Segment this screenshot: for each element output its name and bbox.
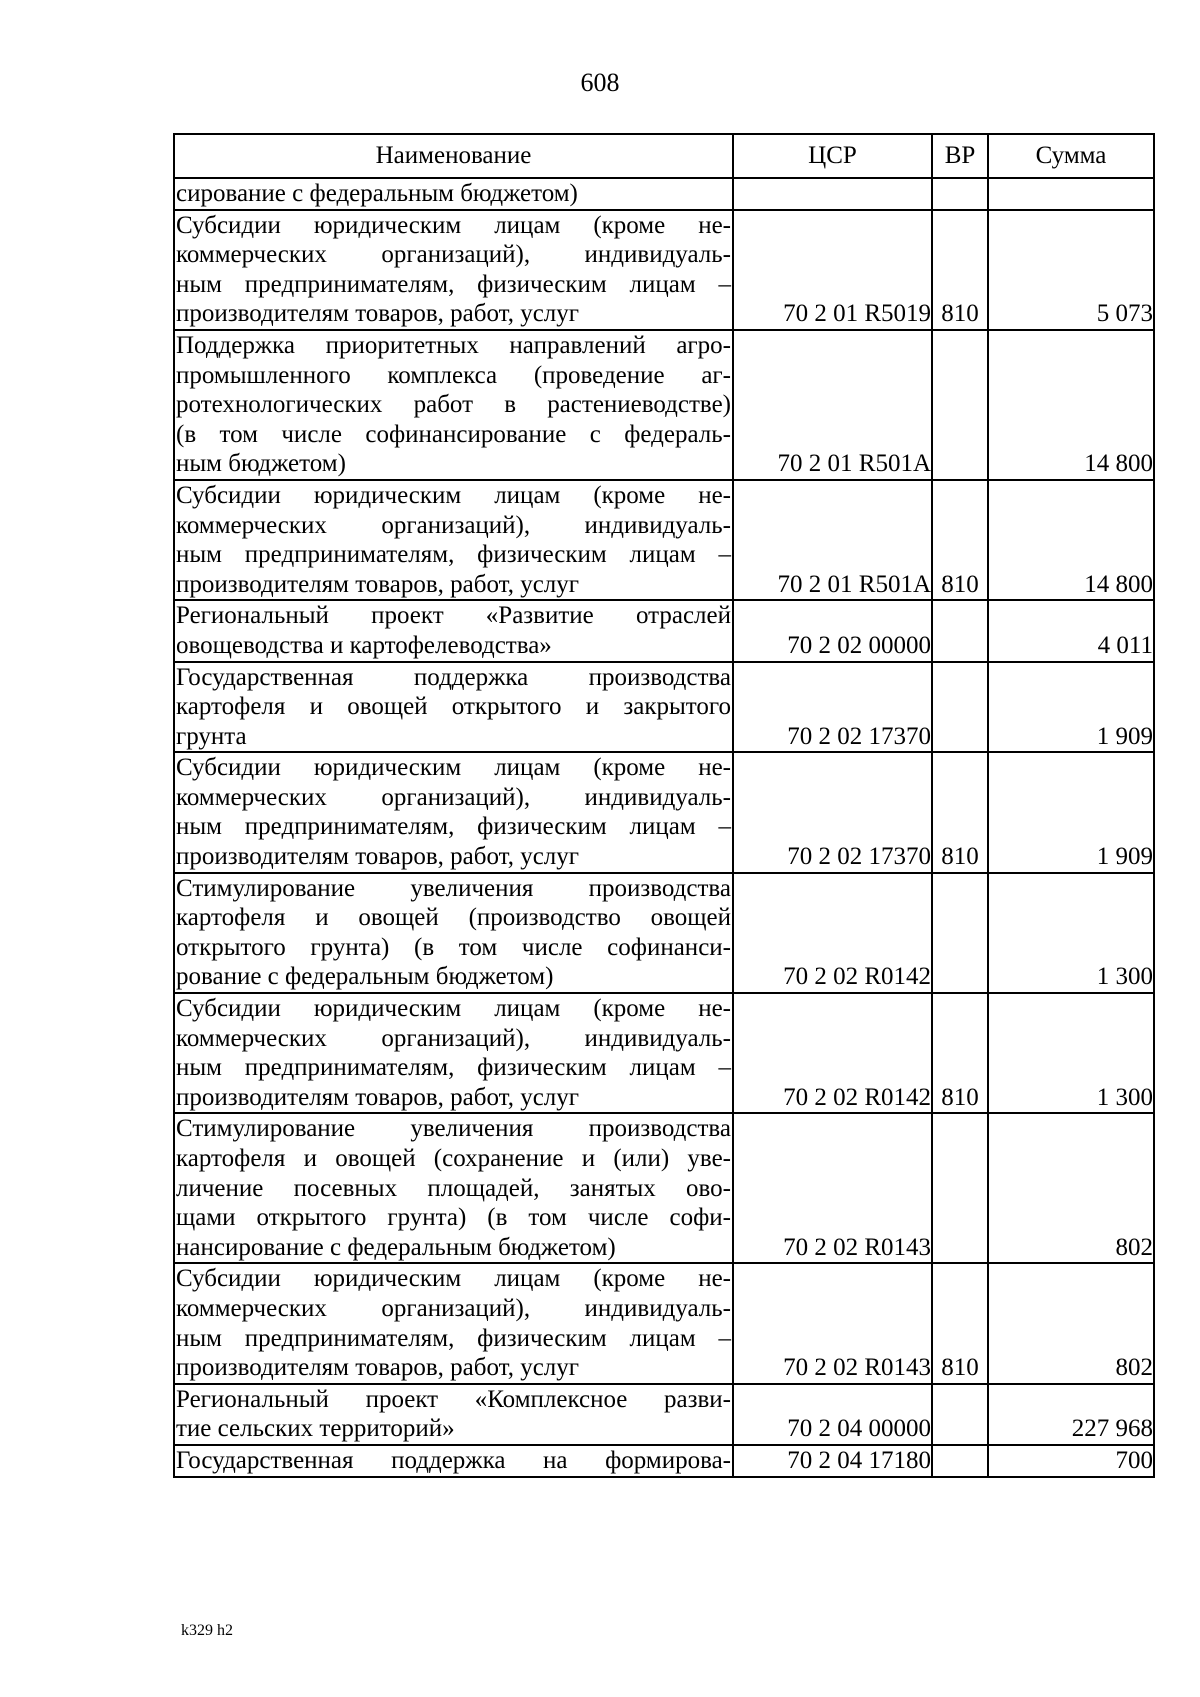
header-sum: Сумма [988,134,1154,178]
row-name-line: Субсидии юридическим лицам (кроме не- [176,995,731,1023]
row-name-cell [174,480,733,600]
row-name-line: коммерческих организаций), индивидуаль- [176,511,731,539]
row-sum-cell: 1 909 [988,662,1154,753]
table-row [174,1384,1154,1445]
row-csr-cell [733,178,932,210]
row-csr-cell: 70 2 02 R0142 [733,993,932,1113]
row-name-line: ротехнологических работ в растениеводстве) [176,391,731,419]
table-row [174,1263,1154,1383]
row-name-line: Государственная поддержка на формирова- [176,1446,731,1474]
row-name-line: коммерческих организаций), индивидуаль- [176,241,731,269]
row-name-line: производителям товаров, работ, услуг [176,1354,580,1382]
row-name-line: нансирование с федеральным бюджетом) [176,1233,616,1261]
row-name-cell [174,210,733,330]
row-name-line: ным предпринимателям, физическим лицам – [176,1324,731,1352]
row-name-line: производителям товаров, работ, услуг [176,1083,580,1111]
budget-table [173,133,1155,1478]
table-row [174,1113,1154,1263]
row-name-cell [174,1113,733,1263]
row-name-line: производителям товаров, работ, услуг [176,843,580,871]
row-name-line: коммерческих организаций), индивидуаль- [176,1294,731,1322]
row-csr-cell: 70 2 02 R0143 [733,1263,932,1383]
row-name-line: тие сельских территорий» [176,1415,455,1443]
row-name-line: Субсидии юридическим лицам (кроме не- [176,1265,731,1293]
row-name-cell [174,600,733,661]
row-name-cell [174,752,733,872]
row-csr-cell: 70 2 01 R501A [733,330,932,480]
row-name-line: Государственная поддержка производства [176,663,731,691]
row-sum-cell: 14 800 [988,480,1154,600]
row-sum-cell: 1 300 [988,993,1154,1113]
row-vr-cell [932,662,988,753]
row-name-line: грунта [176,722,247,750]
row-name-line: открытого грунта) (в том числе софинанси- [176,933,731,961]
row-csr-cell: 70 2 02 17370 [733,662,932,753]
table-row [174,662,1154,753]
table-row [174,178,1154,210]
row-vr-cell: 810 [932,1263,988,1383]
row-name-line: личение посевных площадей, занятых ово- [176,1174,731,1202]
row-name-line: Субсидии юридическим лицам (кроме не- [176,481,731,509]
row-name-line: производителям товаров, работ, услуг [176,570,580,598]
row-sum-cell: 14 800 [988,330,1154,480]
table-row [174,480,1154,600]
row-name-line: коммерческих организаций), индивидуаль- [176,1024,731,1052]
row-csr-cell: 70 2 02 R0142 [733,873,932,993]
table-row [174,210,1154,330]
row-name-line: ным предпринимателям, физическим лицам – [176,541,731,569]
row-name-cell [174,873,733,993]
row-name-line: ным предпринимателям, физическим лицам – [176,813,731,841]
row-name-cell [174,1445,733,1477]
row-name-line: ным предпринимателям, физическим лицам – [176,270,731,298]
row-name-cell [174,330,733,480]
header-name: Наименование [174,134,733,178]
header-vr: ВР [932,134,988,178]
row-csr-cell: 70 2 01 R5019 [733,210,932,330]
row-sum-cell: 1 300 [988,873,1154,993]
row-vr-cell [932,873,988,993]
row-name-cell [174,178,733,210]
row-name-line: Региональный проект «Комплексное разви- [176,1385,731,1413]
row-name-cell [174,1263,733,1383]
row-sum-cell: 700 [988,1445,1154,1477]
row-name-line: ным бюджетом) [176,450,346,478]
table-row [174,600,1154,661]
row-vr-cell [932,1384,988,1445]
row-name-line: картофеля и овощей (производство овощей [176,904,731,932]
row-vr-cell [932,1113,988,1263]
row-name-line: щами открытого грунта) (в том числе софи- [176,1204,731,1232]
row-name-line: промышленного комплекса (проведение аг- [176,361,731,389]
row-name-line: производителям товаров, работ, услуг [176,300,580,328]
table-row [174,752,1154,872]
table-body [174,178,1154,1477]
row-vr-cell: 810 [932,480,988,600]
table-row [174,873,1154,993]
row-sum-cell [988,178,1154,210]
row-sum-cell: 802 [988,1263,1154,1383]
row-vr-cell: 810 [932,993,988,1113]
row-name-line: Региональный проект «Развитие отраслей [176,602,731,630]
table-row [174,1445,1154,1477]
row-sum-cell: 4 011 [988,600,1154,661]
row-name-line: Поддержка приоритетных направлений агро- [176,331,731,359]
row-name-cell [174,662,733,753]
row-csr-cell: 70 2 04 00000 [733,1384,932,1445]
row-name-line: овощеводства и картофелеводства» [176,631,552,659]
row-name-line: картофеля и овощей открытого и закрытого [176,693,731,721]
row-csr-cell: 70 2 04 17180 [733,1445,932,1477]
row-name-cell [174,993,733,1113]
page-number: 608 [580,68,620,97]
table-header-row [174,134,1154,178]
row-csr-cell: 70 2 02 R0143 [733,1113,932,1263]
row-sum-cell: 1 909 [988,752,1154,872]
row-vr-cell [932,600,988,661]
header-csr: ЦСР [733,134,932,178]
row-name-line: сирование с федеральным бюджетом) [176,180,578,207]
row-name-cell [174,1384,733,1445]
row-name-line: ным предпринимателям, физическим лицам – [176,1054,731,1082]
row-sum-cell: 5 073 [988,210,1154,330]
row-vr-cell: 810 [932,752,988,872]
row-sum-cell: 802 [988,1113,1154,1263]
row-name-line: (в том числе софинансирование с федераль- [176,420,731,448]
row-csr-cell: 70 2 02 00000 [733,600,932,661]
row-sum-cell: 227 968 [988,1384,1154,1445]
row-name-line: картофеля и овощей (сохранение и (или) уве- [176,1145,731,1172]
row-name-line: рование с федеральным бюджетом) [176,963,554,991]
row-name-line: Субсидии юридическим лицам (кроме не- [176,754,731,782]
row-csr-cell: 70 2 01 R501A [733,480,932,600]
row-name-line: коммерческих организаций), индивидуаль- [176,783,731,811]
footer-code: k329 h2 [181,1622,233,1639]
table-row [174,330,1154,480]
row-name-line: Стимулирование увеличения производства [176,874,731,902]
row-csr-cell: 70 2 02 17370 [733,752,932,872]
row-name-line: Субсидии юридическим лицам (кроме не- [176,211,731,239]
row-vr-cell [932,1445,988,1477]
row-name-line: Стимулирование увеличения производства [176,1115,731,1143]
table-row [174,993,1154,1113]
row-vr-cell [932,330,988,480]
row-vr-cell: 810 [932,210,988,330]
row-vr-cell [932,178,988,210]
